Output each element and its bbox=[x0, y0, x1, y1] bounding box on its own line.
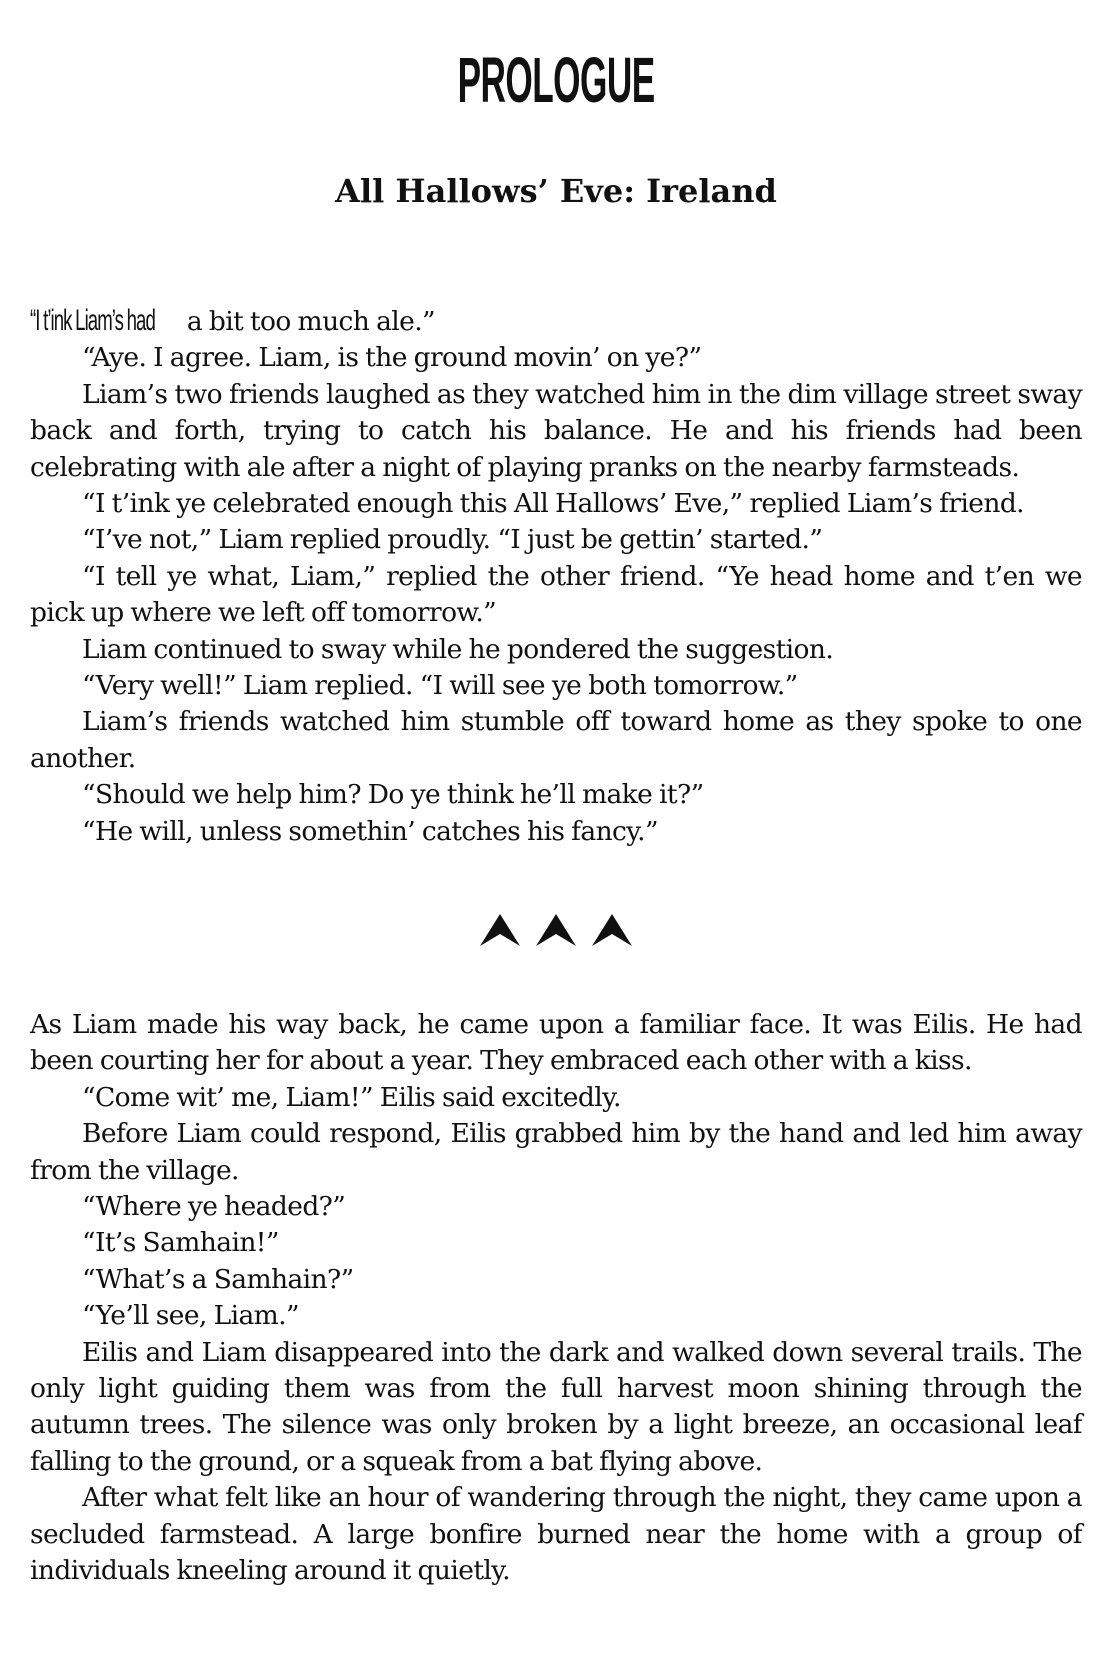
paragraph: “It’s Samhain!” bbox=[82, 1227, 279, 1259]
paragraph: “I’ve not,” Liam replied proudly. “I just be gettin’ started.” bbox=[82, 524, 823, 556]
paragraph: “Should we help him? Do ye think he’ll make it?” bbox=[82, 779, 704, 811]
section-one bbox=[30, 303, 1082, 850]
paragraph: After what felt like an hour of wandering through the night, they came upon a secluded farmstead. A large bonfire burned near the home with a group of individuals kneeling around it quietly. bbox=[30, 1482, 1082, 1587]
paragraph: “He will, unless somethin’ catches his fancy.” bbox=[82, 815, 658, 847]
arrowhead-ornament-icon bbox=[590, 912, 634, 948]
paragraph: Liam’s two friends laughed as they watched him in the dim village street sway back and forth, trying to catch his balance. He and his friends had been celebrating with ale after a night of playing pranks on the nearby farmsteads. bbox=[30, 378, 1082, 483]
paragraph: “Ye’ll see, Liam.” bbox=[82, 1300, 299, 1332]
section-separator bbox=[30, 912, 1082, 948]
lead-in-wrapper bbox=[30, 303, 180, 340]
opening-paragraph bbox=[30, 303, 1082, 340]
chapter-title-text: PROLOGUE bbox=[457, 44, 655, 116]
paragraph: “I tell ye what, Liam,” replied the other friend. “Ye head home and t’en we pick up where we left off tomorrow.” bbox=[30, 560, 1082, 629]
opening-paragraph-text: a bit too much ale.” bbox=[180, 306, 435, 337]
lead-in-text: “I t’ink Liam’s had bbox=[30, 304, 155, 337]
paragraph: Eilis and Liam disappeared into the dark and walked down several trails. The only light guiding them was from the full harvest moon shining through the autumn trees. The silence was only broken by a light breeze, an occasional leaf falling to the ground, or a squeak from a bat flying above. bbox=[30, 1336, 1082, 1477]
paragraph: Liam continued to sway while he pondered the suggestion. bbox=[82, 633, 834, 665]
chapter-title bbox=[30, 44, 1082, 116]
paragraph: Before Liam could respond, Eilis grabbed him by the hand and led him away from the village. bbox=[30, 1118, 1082, 1186]
arrowhead-ornament-icon bbox=[534, 912, 578, 948]
chapter-subtitle: All Hallows’ Eve: Ireland bbox=[335, 172, 777, 210]
paragraph: Liam’s friends watched him stumble off toward home as they spoke to one another. bbox=[30, 706, 1082, 774]
paragraph: “Where ye headed?” bbox=[82, 1191, 346, 1223]
paragraph: “Very well!” Liam replied. “I will see ye both tomorrow.” bbox=[82, 670, 798, 702]
paragraph: “What’s a Samhain?” bbox=[82, 1263, 354, 1295]
arrowhead-ornament-icon bbox=[478, 912, 522, 948]
paragraph: As Liam made his way back, he came upon a familiar face. It was Eilis. He had been courting her for about a year. They embraced each other with a kiss. bbox=[30, 1009, 1082, 1077]
paragraph: “I t’ink ye celebrated enough this All Hallows’ Eve,” replied Liam’s friend. bbox=[82, 488, 1025, 520]
section-two bbox=[30, 1007, 1082, 1590]
paragraph: “Come wit’ me, Liam!” Eilis said excitedly. bbox=[82, 1081, 621, 1113]
paragraph: “Aye. I agree. Liam, is the ground movin’ on ye?” bbox=[82, 342, 702, 374]
